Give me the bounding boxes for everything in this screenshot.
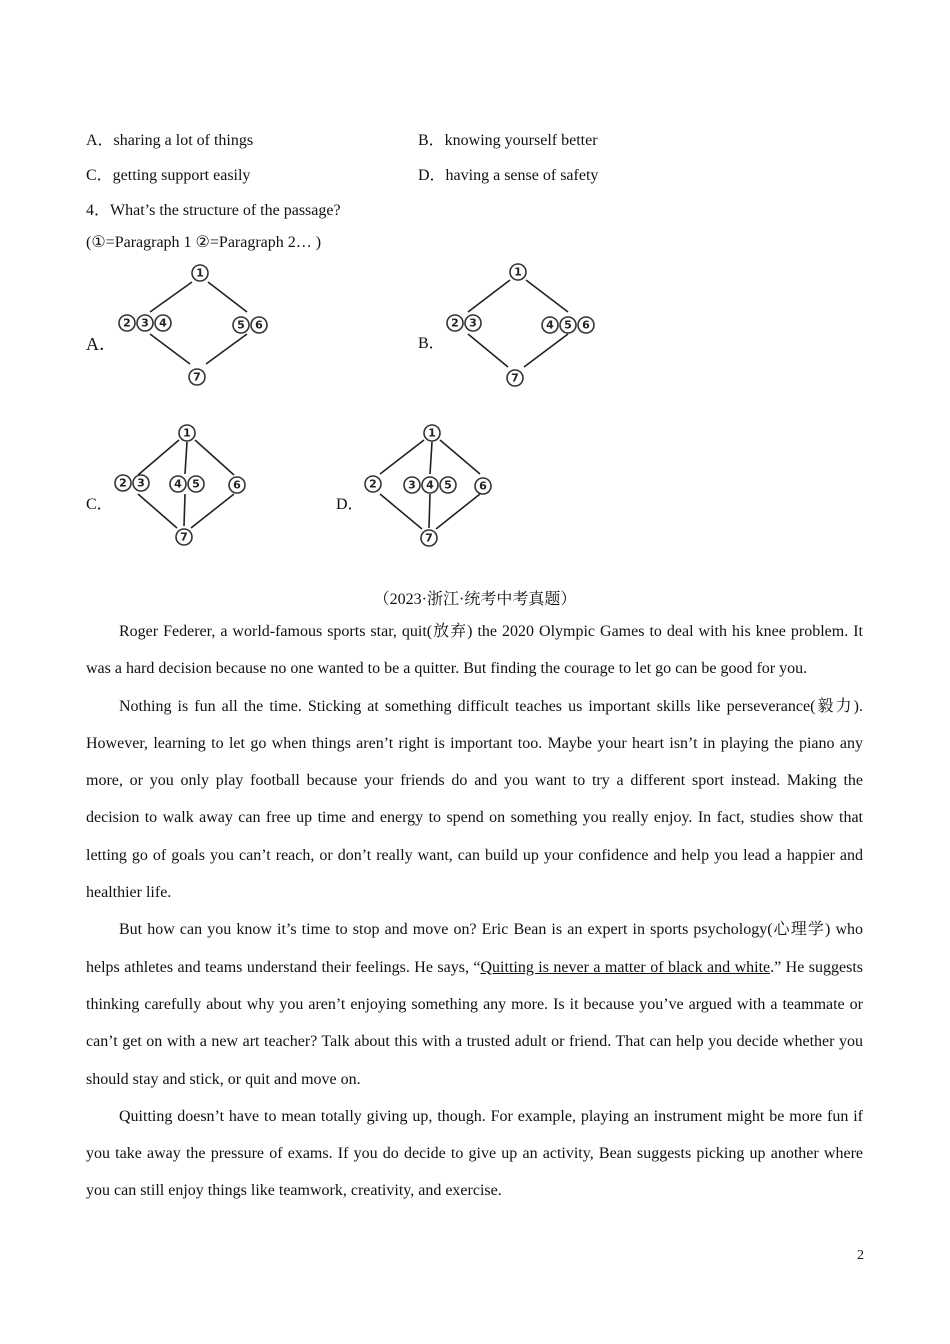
page-number: 2 — [857, 1248, 864, 1263]
node-left-2 — [137, 315, 153, 331]
svg-text:6: 6 — [255, 318, 263, 332]
svg-text:1: 1 — [183, 426, 191, 440]
option-b: B．knowing yourself better — [418, 132, 598, 149]
svg-text:1: 1 — [196, 266, 204, 280]
node-left-1 — [119, 315, 135, 331]
underlined-quote: Quitting is never a matter of black and white — [480, 958, 771, 976]
option-d: D．having a sense of safety — [418, 167, 599, 184]
passage-source: （2023·浙江·统考中考真题） — [373, 591, 577, 608]
reading-passage — [86, 613, 863, 1210]
svg-text:2: 2 — [123, 316, 131, 330]
svg-text:5: 5 — [444, 478, 452, 492]
node-top — [179, 425, 195, 441]
structure-diagram-c — [110, 422, 260, 557]
node-left-1 — [447, 315, 463, 331]
diagram-b-label: B． — [418, 335, 445, 352]
node-middle-1 — [404, 477, 420, 493]
paragraph-3-start: But how can you know it’s time to stop and move on? Eric Bean is an expert in sports psychology(心理学) who helps athletes and teams understand their feelings. He says, “ — [86, 921, 863, 976]
question-4-legend: (①=Paragraph 1 ②=Paragraph 2… ) — [86, 234, 322, 251]
svg-text:3: 3 — [137, 476, 145, 490]
node-middle-2 — [188, 476, 204, 492]
node-left-2 — [465, 315, 481, 331]
node-right-3 — [578, 317, 594, 333]
node-left-2 — [133, 475, 149, 491]
node-left-1 — [115, 475, 131, 491]
node-left-1 — [365, 476, 381, 492]
svg-text:4: 4 — [174, 477, 182, 491]
node-right-2 — [560, 317, 576, 333]
svg-text:5: 5 — [237, 318, 245, 332]
node-bottom — [189, 369, 205, 385]
node-right-1 — [542, 317, 558, 333]
node-bottom — [507, 370, 523, 386]
option-c: C．getting support easily — [86, 167, 251, 184]
svg-text:4: 4 — [159, 316, 167, 330]
svg-text:5: 5 — [192, 477, 200, 491]
structure-diagram-d — [360, 422, 510, 557]
paragraph-3 — [86, 911, 863, 1097]
paragraph-3-end: .” He suggests thinking carefully about why you aren’t enjoying something any more. Is it because you’ve argued with a teammate or can’t get on with a new art teacher? Talk about this with a trusted adult or friend. That can help you decide whether you should stay and stick, or quit and move on. — [86, 958, 864, 1088]
node-right-1 — [229, 477, 245, 493]
node-bottom — [421, 530, 437, 546]
svg-text:2: 2 — [451, 316, 459, 330]
svg-text:7: 7 — [193, 370, 201, 384]
structure-diagram-b — [440, 260, 610, 395]
svg-text:3: 3 — [408, 478, 416, 492]
diagram-c-label: C． — [86, 496, 113, 513]
svg-text:5: 5 — [564, 318, 572, 332]
question-4-stem: 4．What’s the structure of the passage? — [86, 202, 341, 219]
node-top — [424, 425, 440, 441]
node-right-1 — [475, 478, 491, 494]
paragraph-2: Nothing is fun all the time. Sticking at something difficult teaches us important skills like perseverance(毅力). However, learning to let go when things aren’t right is important too. Maybe your heart isn’t in playing the piano any more, or you only play football because your friends do and you want to try a different sport instead. Making the decision to walk away can free up time and energy to spend on something you really enjoy. In fact, studies show that letting go of goals you can’t reach, or don’t really want, can build up your confidence and help you lead a happier and healthier life. — [86, 697, 863, 902]
node-top — [192, 265, 208, 281]
node-right-2 — [251, 317, 267, 333]
node-middle-2 — [422, 477, 438, 493]
svg-text:4: 4 — [426, 478, 434, 492]
svg-text:1: 1 — [514, 265, 522, 279]
svg-text:6: 6 — [233, 478, 241, 492]
node-right-1 — [233, 317, 249, 333]
node-middle-1 — [170, 476, 186, 492]
diagram-a-label: A． — [86, 334, 117, 354]
svg-text:4: 4 — [546, 318, 554, 332]
paragraph-4: Quitting doesn’t have to mean totally giving up, though. For example, playing an instrument might be more fun if you take away the pressure of exams. If you do decide to give up an activity, Bean suggests picking up another where you can still enjoy things like teamwork, creativity, and exercise. — [86, 1107, 863, 1200]
svg-text:3: 3 — [469, 316, 477, 330]
svg-text:7: 7 — [511, 371, 519, 385]
node-bottom — [176, 529, 192, 545]
svg-text:7: 7 — [425, 531, 433, 545]
option-a: A．sharing a lot of things — [86, 132, 254, 149]
structure-diagram-a — [110, 260, 280, 395]
svg-text:1: 1 — [428, 426, 436, 440]
diagram-d-label: D． — [336, 496, 364, 513]
svg-text:6: 6 — [479, 479, 487, 493]
svg-text:2: 2 — [119, 476, 127, 490]
svg-text:6: 6 — [582, 318, 590, 332]
svg-text:7: 7 — [180, 530, 188, 544]
svg-text:2: 2 — [369, 477, 377, 491]
node-middle-3 — [440, 477, 456, 493]
paragraph-1: Roger Federer, a world-famous sports star, quit(放弃) the 2020 Olympic Games to deal with his knee problem. It was a hard decision because no one wanted to be a quitter. But finding the courage to let go can be good for you. — [86, 623, 863, 678]
node-left-3 — [155, 315, 171, 331]
svg-text:3: 3 — [141, 316, 149, 330]
node-top — [510, 264, 526, 280]
